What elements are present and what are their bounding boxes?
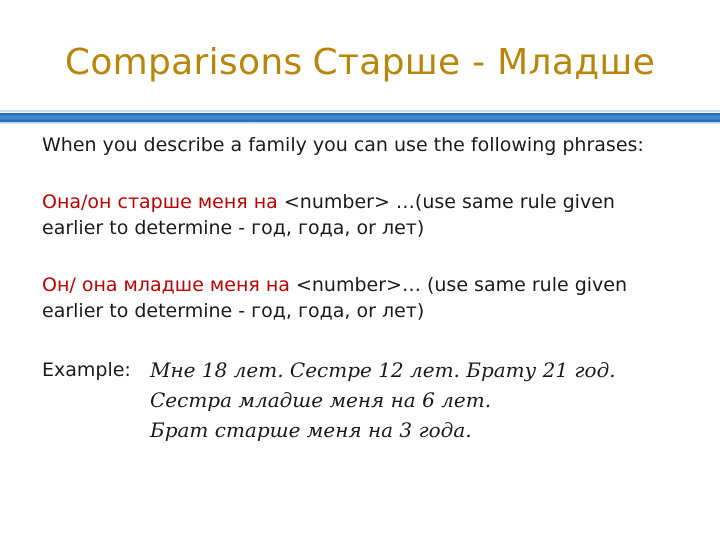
example-line: Брат старше меня на 3 года. — [150, 418, 472, 442]
example-label: Example: — [42, 359, 131, 381]
rule-older-phrase: Она/он старше меня на — [42, 191, 278, 213]
title-russian: Старше - Младше — [312, 42, 656, 83]
intro-text: When you describe a family you can use the following phrases: — [42, 134, 644, 156]
example-sentences — [150, 355, 616, 445]
title-english: Comparisons — [64, 42, 303, 83]
rule-older — [42, 189, 680, 241]
example-line: Мне 18 лет. Сестре 12 лет. Брату 21 год. — [150, 358, 616, 382]
title-divider — [0, 113, 720, 122]
rule-younger-line2: earlier to determine - год, года, or лет) — [42, 300, 425, 322]
example-line: Сестра младше меня на 6 лет. — [150, 388, 492, 412]
rule-younger — [42, 272, 680, 324]
rule-younger-phrase: Он/ она младше меня на — [42, 274, 290, 296]
rule-younger-rest: <number>… (use same rule given — [289, 274, 628, 296]
slide-body — [42, 132, 680, 445]
title-divider-highlight-top — [0, 110, 720, 112]
rule-older-rest: <number> …(use same rule given — [277, 191, 615, 213]
example-block — [42, 355, 680, 445]
title-divider-highlight-bottom — [0, 122, 720, 124]
rule-older-line2: earlier to determine - год, года, or лет) — [42, 217, 425, 239]
slide-title — [0, 42, 720, 83]
